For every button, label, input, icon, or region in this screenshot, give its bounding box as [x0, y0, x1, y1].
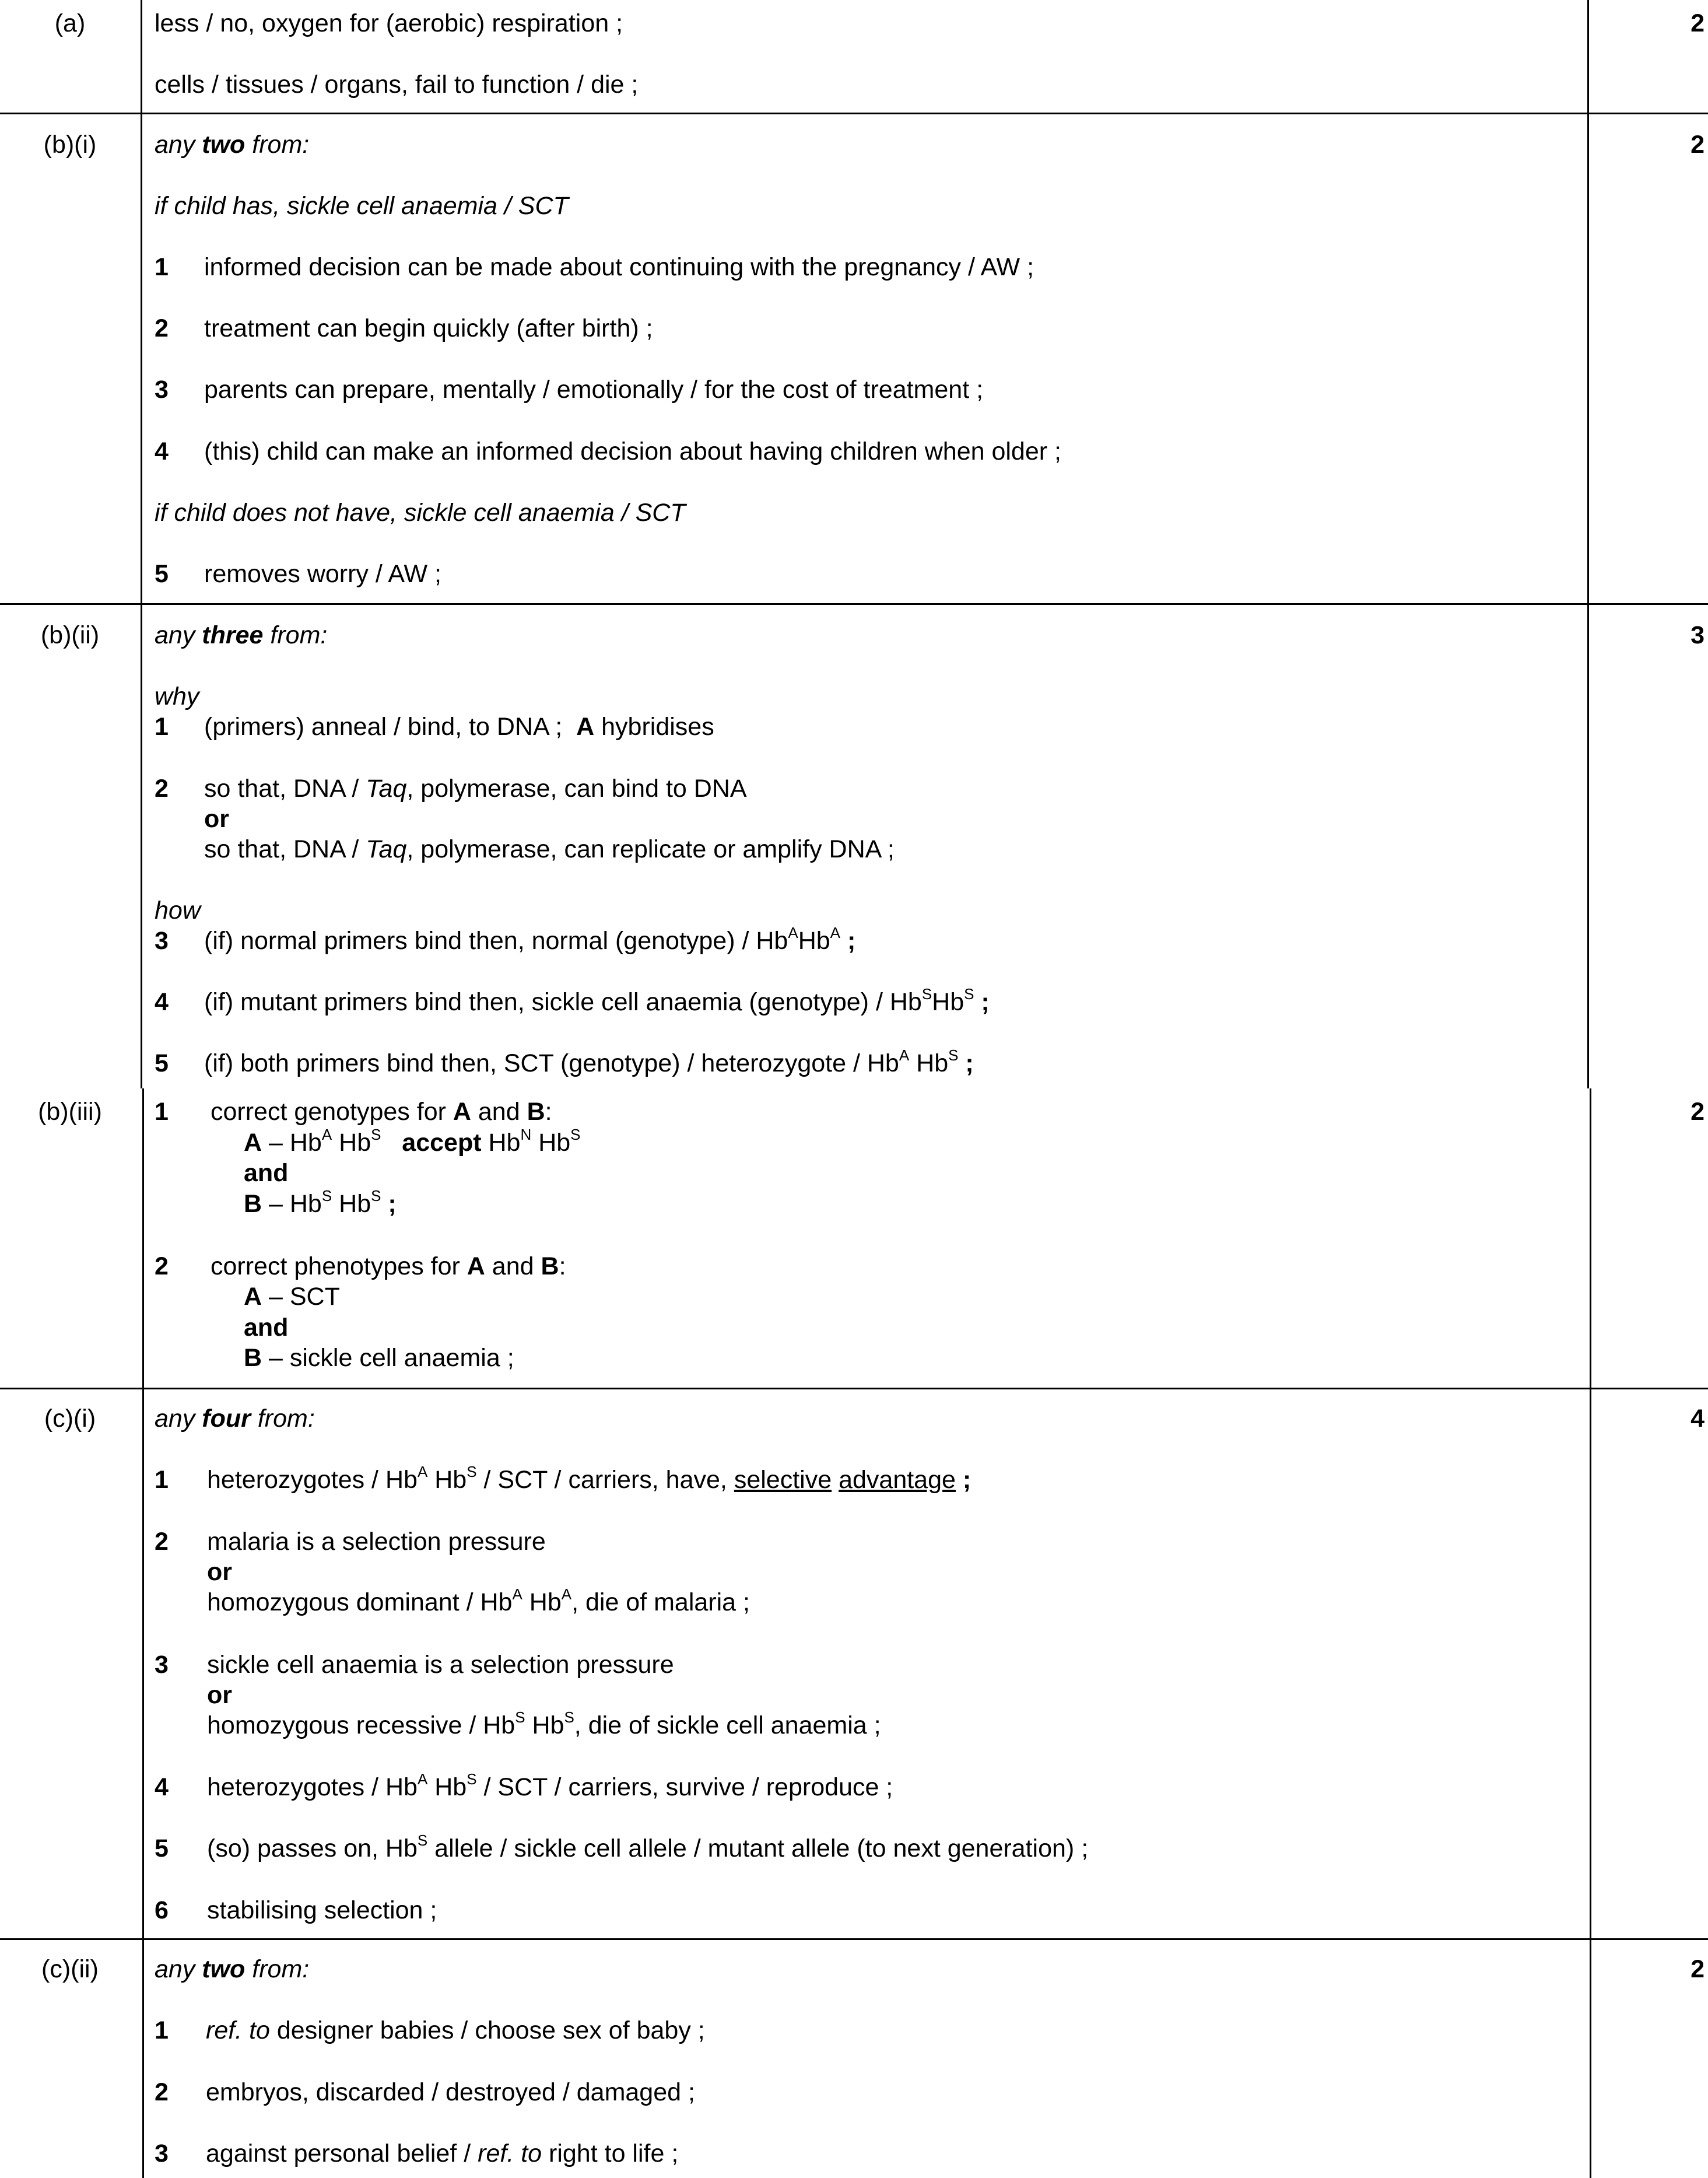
- or-connector: or: [207, 1558, 232, 1586]
- marking-point: 5 (so) passes on, $Hb^S$ allele / sickle cell allele / mutant allele (to next generation) ;: [155, 1832, 1089, 1862]
- marking-point-alternative: so that, DNA / Taq, polymerase, can replicate or amplify DNA ;: [204, 835, 895, 863]
- mark-value: 2: [1691, 1955, 1705, 1983]
- question-number: (b)(i): [43, 131, 97, 159]
- subheading-how: how: [155, 897, 201, 925]
- row-divider-bi: [0, 603, 1708, 605]
- marking-point: 3 (if) normal primers bind then, normal (genotype) / $Hb^AHb^A$ ;: [155, 924, 856, 955]
- marking-point: 3 sickle cell anaemia is a selection pressure: [155, 1651, 674, 1679]
- marking-point: 4 heterozygotes / $Hb^A$ $Hb^S$ / SCT / carriers, survive / reproduce ;: [155, 1770, 893, 1801]
- column-divider-left: [142, 1088, 144, 2178]
- phenotype-b: B – sickle cell anaemia ;: [244, 1344, 514, 1372]
- marking-point: 1 correct genotypes for A and B:: [155, 1098, 552, 1126]
- marking-point: 1 ref. to designer babies / choose sex of baby ;: [155, 2016, 705, 2044]
- or-connector: or: [204, 805, 229, 833]
- marking-point-alternative: homozygous recessive / $Hb^S$ $Hb^S$, die of sickle cell anaemia ;: [207, 1708, 881, 1739]
- instruction-line: any four from:: [155, 1405, 315, 1433]
- mark-value: 4: [1691, 1405, 1705, 1433]
- instruction-line: any three from:: [155, 621, 328, 649]
- marking-point: 5 removes worry / AW ;: [155, 560, 441, 588]
- row-divider-ci: [0, 1938, 1708, 1940]
- instruction-line: any two from:: [155, 1955, 310, 1983]
- marking-point-alternative: homozygous dominant / $Hb^A$ $Hb^A$, die of malaria ;: [207, 1585, 750, 1616]
- condition-heading: if child has, sickle cell anaemia / SCT: [155, 192, 569, 220]
- mark-value: 2: [1691, 131, 1705, 159]
- answer-line: less / no, oxygen for (aerobic) respiration ;: [155, 9, 623, 37]
- question-number: (a): [54, 9, 86, 37]
- phenotype-a: A – SCT: [244, 1283, 340, 1311]
- marking-point: 2 embryos, discarded / destroyed / damaged ;: [155, 2078, 695, 2106]
- row-divider-a: [0, 113, 1708, 114]
- marking-point: 4 (if) mutant primers bind then, sickle cell anaemia (genotype) / $Hb^SHb^S$ ;: [155, 985, 990, 1016]
- question-number: (c)(i): [44, 1405, 96, 1433]
- marking-point: 5 (if) both primers bind then, SCT (genotype) / heterozygote / $Hb^A$ $Hb^S$ ;: [155, 1046, 974, 1077]
- mark-value: 3: [1691, 621, 1705, 649]
- answer-line: cells / tissues / organs, fail to function / die ;: [155, 71, 639, 99]
- marking-point: 6 stabilising selection ;: [155, 1896, 437, 1924]
- marking-point: 3 against personal belief / ref. to right to life ;: [155, 2140, 679, 2168]
- column-divider-right: [1587, 0, 1589, 1088]
- condition-heading: if child does not have, sickle cell anaemia / SCT: [155, 499, 686, 527]
- column-divider-right: [1590, 1088, 1591, 2178]
- mark-value: 2: [1691, 1098, 1705, 1126]
- or-connector: or: [207, 1681, 232, 1709]
- and-connector: and: [244, 1159, 289, 1187]
- marking-point: 3 parents can prepare, mentally / emotionally / for the cost of treatment ;: [155, 376, 984, 404]
- question-number: (c)(ii): [41, 1955, 99, 1983]
- marking-point: 1 heterozygotes / $Hb^A$ $Hb^S$ / SCT / carriers, have, selective advantage ;: [155, 1463, 972, 1494]
- and-connector: and: [244, 1314, 289, 1342]
- subheading-why: why: [155, 682, 199, 710]
- genotype-a: A – $Hb^A$ $Hb^S$ accept $Hb^N$ $Hb^S$: [244, 1126, 581, 1157]
- mark-value: 2: [1691, 9, 1705, 37]
- marking-point: 2 so that, DNA / Taq, polymerase, can bind to DNA: [155, 775, 747, 803]
- row-divider-biii: [0, 1388, 1708, 1389]
- question-number: (b)(ii): [40, 621, 100, 649]
- marking-point: 2 correct phenotypes for A and B:: [155, 1252, 566, 1280]
- genotype-b: B – $Hb^S$ $Hb^S$ ;: [244, 1187, 397, 1218]
- column-divider-left: [141, 0, 142, 1088]
- question-number: (b)(iii): [38, 1098, 102, 1126]
- instruction-line: any two from:: [155, 131, 310, 159]
- marking-point: 2 treatment can begin quickly (after birth) ;: [155, 314, 653, 342]
- marking-point: 4 (this) child can make an informed decision about having children when older ;: [155, 437, 1061, 465]
- marking-point: 1 (primers) anneal / bind, to DNA ; A hybridises: [155, 713, 714, 741]
- marking-point: 2 malaria is a selection pressure: [155, 1528, 546, 1556]
- marking-point: 1 informed decision can be made about continuing with the pregnancy / AW ;: [155, 253, 1034, 281]
